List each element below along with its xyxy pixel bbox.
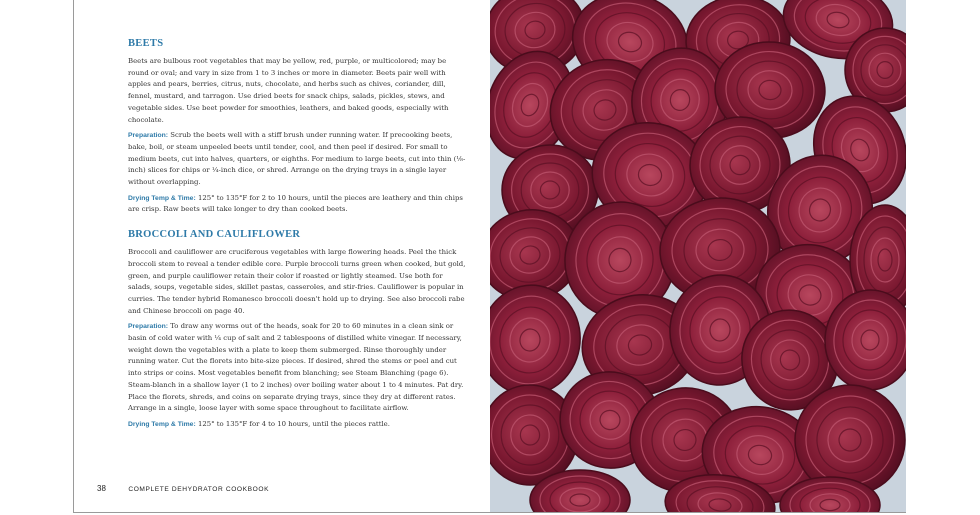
preparation-label: Preparation: [128,132,169,140]
drying-label: Drying Temp & Time: [128,194,196,202]
beets-preparation-paragraph [128,130,468,189]
dried-beet-chips-photo [490,0,906,512]
drying-text: 125° to 135°F for 2 to 10 hours, until the pieces are leathery and thin chips are crisp. Raw beets will take longer to dry than cooked beets. [128,193,463,214]
left-page [74,0,490,513]
beets-drying-paragraph [128,193,468,216]
page-footer [97,484,269,493]
broccoli-preparation-paragraph [128,321,468,415]
preparation-text: To draw any worms out of the heads, soak for 20 to 60 minutes in a clean sink or basin of cold water with ¼ cup of salt and 2 tablespoons of distilled white vinegar. If necessary, weight down the vegetables with a plate to keep them submerged. Rinse thoroughly under running water. Cut the florets into bite-size pieces. If desired, shred the stems or peel and cut into strips or coins. Most vegetables benefit from blanching; see Steam Blanching (page 6). Steam-blanch in a shallow layer (1 to 2 inches) over boiling water about 1 to 4 minutes. Pat dry. Place the florets, shreds, and coins on separate drying trays, since they dry at different rates. Arrange in a single, loose layer with some space throughout to facilitate airflow. [128,322,464,413]
drying-label: Drying Temp & Time: [128,420,196,428]
right-page-photo [490,0,906,512]
preparation-text: Scrub the beets well with a stiff brush under running water. If precooking beets, bake, boil, or steam unpeeled beets until tender, cool, and then peel if desired. For small to medium beets, cut into halves, quarters, or eighths. For medium to large beets, cut into thin (⅛-inch) slices for chips or ¼-inch dice, or shred. Arrange on the drying trays in a single layer without overlapping. [128,131,466,187]
running-title: COMPLETE DEHYDRATOR COOKBOOK [128,486,270,493]
section-heading-beets: BEETS [128,38,164,49]
preparation-label: Preparation: [128,323,169,331]
broccoli-drying-paragraph [128,419,468,431]
beets-intro-paragraph: Beets are bulbous root vegetables that may be yellow, red, purple, or multicolored; may be round or oval; and vary in size from 1 to 3 inches or more in diameter. Beets pair well with apples and pears, berries, citrus, nuts, chocolate, and herbs such as chives, coriander, dill, fennel, mustard, and tarragon. Use dried beets for snack chips, salads, pickles, stews, and vegetable sides. Use beet powder for smoothies, leathers, and baked goods, especially with chocolate. [128,57,449,124]
broccoli-intro-paragraph: Broccoli and cauliflower are cruciferous vegetables with large flowering heads. Peel the thick broccoli stem to reveal a tender edible core. Purple broccoli turns green when cooked, but gold, green, and purple cauliflower retain their color if roasted or lightly steamed. Use both for salads, soups, vegetable sides, skillet pastas, casseroles, and stir-fries. Cauliflower is popular in curries. The tender hybrid Romanesco broccoli doesn't hold up to drying. See also broccoli rabe and Chinese broccoli on page 40. [128,248,466,315]
drying-text: 125° to 135°F for 4 to 10 hours, until the pieces rattle. [197,419,390,428]
book-spread [73,0,906,513]
page-number: 38 [97,484,106,493]
section-heading-broccoli: BROCCOLI AND CAULIFLOWER [128,229,301,241]
text-column [128,37,468,435]
